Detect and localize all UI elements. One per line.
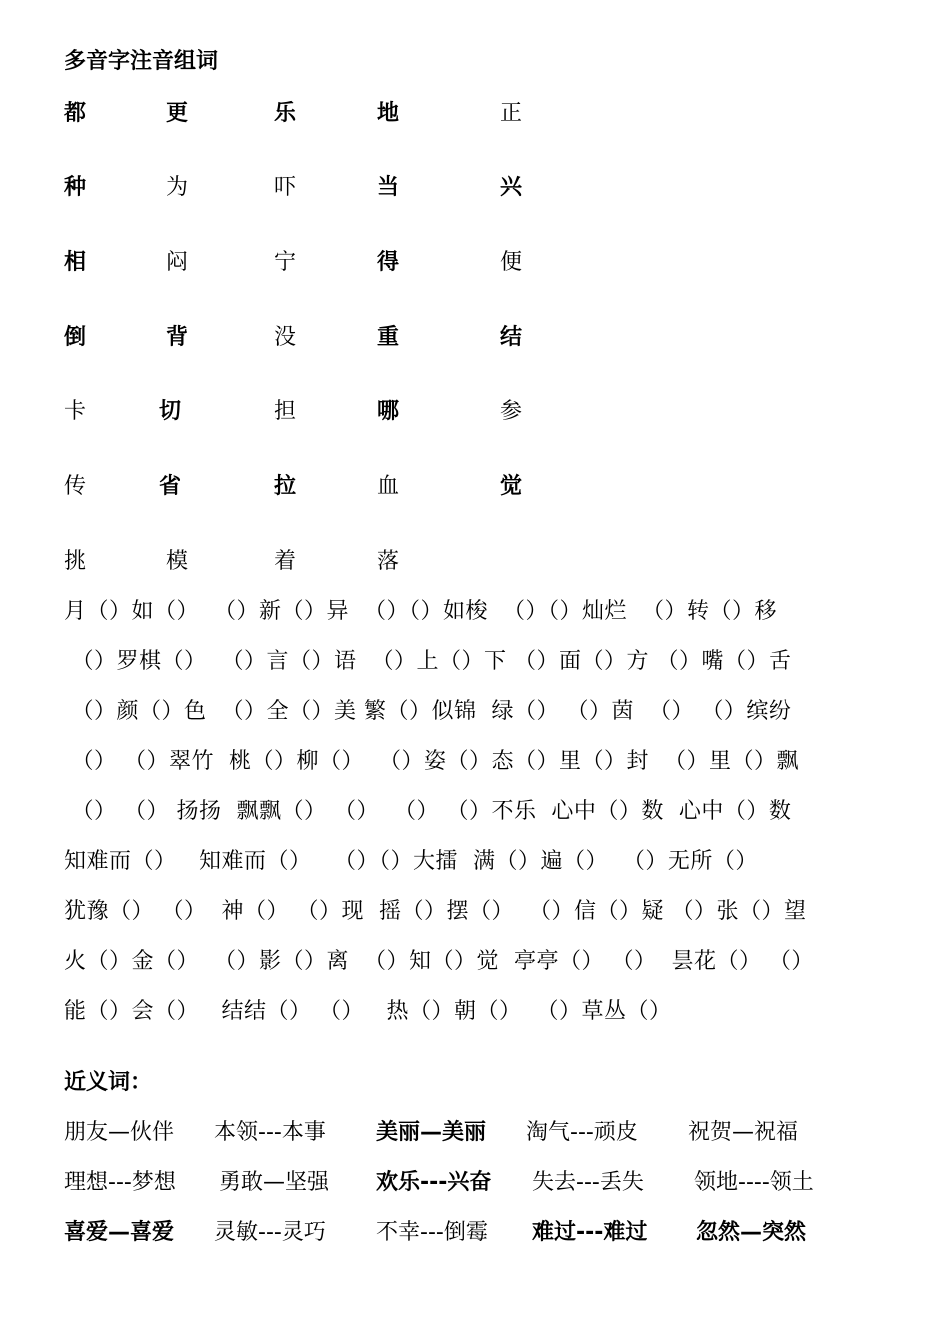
polyphonic-char: 正 [500,101,523,126]
polyphonic-char: 重 [377,325,400,350]
polyphonic-char: 更 [166,101,189,126]
polyphonic-char: 结 [500,325,523,350]
polyphonic-char: 种 [64,175,87,200]
synonym-pair: 朋友—伙伴 [64,1120,175,1145]
polyphonic-char: 省 [159,474,182,499]
polyphonic-char: 闷 [166,250,189,275]
polyphonic-char: 乐 [274,101,297,126]
fill-line: （） （） 扬扬 飘飘（） （） （） （）不乐 心中（）数 心中（）数 [64,799,792,824]
synonym-pair: 祝贺—祝福 [688,1120,799,1145]
polyphonic-char: 背 [166,325,189,350]
fill-line: 月（）如（） （）新（）异 （）（）如梭 （）（）灿烂 （）转（）移 [64,599,777,624]
fill-line: （）颜（）色 （）全（）美 繁（）似锦 绿（） （）茵 （） （）缤纷 [64,699,792,724]
polyphonic-char: 哪 [377,399,400,424]
polyphonic-char: 拉 [274,474,297,499]
fill-line: 知难而（） 知难而（） （）（）大擂 满（）遍（） （）无所（） [64,849,758,874]
fill-line: 犹豫（） （） 神（） （）现 摇（）摆（） （）信（）疑 （）张（）望 [64,899,807,924]
polyphonic-char: 吓 [274,175,297,200]
synonym-pair: 淘气---顽皮 [526,1120,638,1145]
polyphonic-char: 落 [377,549,400,574]
synonym-pair: 失去---丢失 [532,1170,644,1195]
synonym-pair: 喜爱—喜爱 [64,1220,175,1245]
polyphonic-char: 卡 [64,399,87,424]
polyphonic-char: 切 [159,399,182,424]
synonym-pair: 不幸---倒霉 [376,1220,488,1245]
polyphonic-char: 担 [274,399,297,424]
section-title-polyphonic: 多音字注音组词 [64,49,219,74]
polyphonic-char: 兴 [500,175,523,200]
polyphonic-char: 倒 [64,325,87,350]
synonym-pair: 美丽—美丽 [376,1120,487,1145]
synonym-pair: 灵敏---灵巧 [214,1220,326,1245]
polyphonic-char: 没 [274,325,297,350]
polyphonic-char: 着 [274,549,297,574]
polyphonic-char: 传 [64,474,87,499]
polyphonic-char: 地 [377,101,400,126]
fill-line: （）罗棋（） （）言（）语 （）上（）下 （）面（）方 （）嘴（）舌 [64,649,792,674]
polyphonic-char: 当 [377,175,400,200]
fill-line: 能（）会（） 结结（） （） 热（）朝（） （）草丛（） [64,999,672,1024]
fill-line: （） （）翠竹 桃（）柳（） （）姿（）态（）里（）封 （）里（）飘 [64,749,799,774]
polyphonic-char: 挑 [64,549,87,574]
synonym-pair: 勇敢—坚强 [219,1170,330,1195]
polyphonic-char: 得 [377,250,400,275]
polyphonic-char: 觉 [500,474,523,499]
polyphonic-char: 相 [64,250,87,275]
synonym-pair: 本领---本事 [214,1120,326,1145]
synonym-pair: 忽然—突然 [696,1220,807,1245]
polyphonic-char: 参 [500,399,523,424]
polyphonic-char: 宁 [274,250,297,275]
polyphonic-char: 都 [64,101,87,126]
synonym-pair: 理想---梦想 [64,1170,176,1195]
polyphonic-char: 便 [500,250,523,275]
polyphonic-char: 为 [166,175,189,200]
fill-line: 火（）金（） （）影（）离 （）知（）觉 亭亭（） （） 昙花（） （） [64,949,814,974]
section-title-synonyms: 近义词： [64,1070,153,1095]
synonym-pair: 领地----领土 [694,1170,814,1195]
polyphonic-char: 模 [166,549,189,574]
polyphonic-char: 血 [377,474,400,499]
synonym-pair: 难过---难过 [532,1220,648,1245]
synonym-pair: 欢乐---兴奋 [376,1170,492,1195]
